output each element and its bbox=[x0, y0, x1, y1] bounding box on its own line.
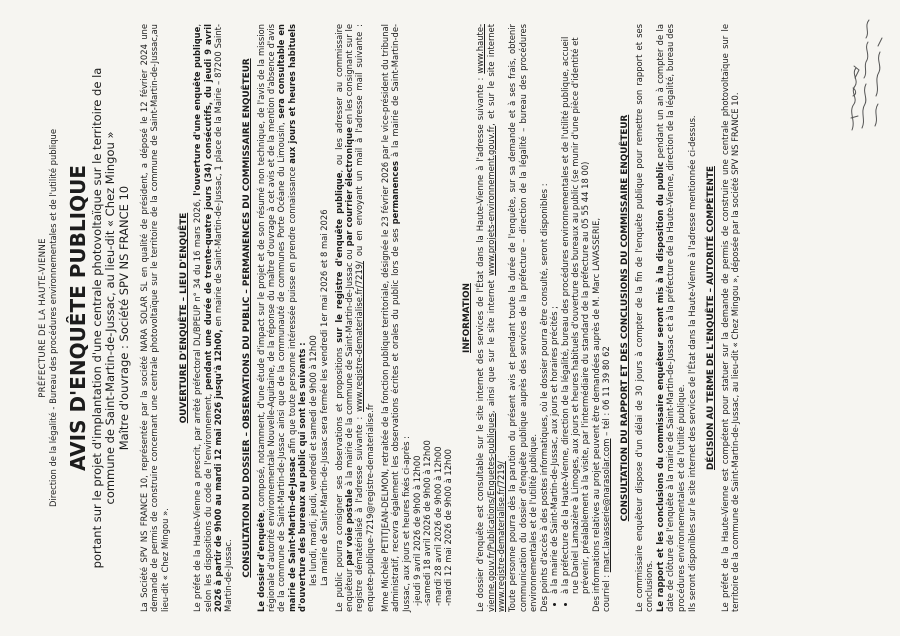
prefecture-link[interactable]: www.haute-vienne.gouv.fr/Publications/Enquetes-publiques bbox=[475, 24, 496, 612]
permanence-date: -mardi 12 mai 2026 de 9h00 à 12h00 bbox=[442, 449, 453, 606]
section-heading-information: INFORMATION bbox=[462, 283, 473, 353]
subtitle-line: Maître d'ouvrage : Société SPV NS FRANCE 10 bbox=[116, 185, 131, 451]
opening-hours: les lundi, mardi, jeudi, vendredi et samedi de 9h00 à 12h00 bbox=[308, 335, 319, 586]
registre-link-2[interactable]: www.registre-dematerialise.fr/7219/ bbox=[496, 461, 506, 612]
decision-paragraph: Le préfet de la Haute-Vienne est compétent pour statuer sur la demande de permis de construire une centrale photovoltaïque sur le territoire de la commune de Saint-Martin-de-Jussac, au lieu-dit « Chez Mingou », déposée par la société SPV NS FRANCE 10. bbox=[719, 24, 740, 612]
subtitle-line: commune de Saint-Martin-de-Jussac, au lieu-dit « Chez Mingou » bbox=[103, 131, 118, 505]
notice-subtitle bbox=[91, 24, 132, 612]
permanence-date: -samedi 18 avril 2026 de 9h00 à 12h00 bbox=[422, 440, 433, 606]
direction-line: Direction de la légalité - Bureau des procédures environnementales et de l'utilité publique bbox=[48, 128, 59, 508]
permanence-dates bbox=[412, 24, 453, 612]
contact-line: Des informations relatives au projet peuvent être demandées auprès de M. Marc LAVASSERIE, bbox=[590, 217, 601, 612]
intro-paragraph: La Société SPV NS FRANCE 10, représentée par la société NARA SOLAR SL en qualité de président, a déposé le 12 février 2024 une demande de permis de construire concernant une centrale photovoltaïque sur le territoire de la commune de Saint-Martin-de-Jussac,au lieu-dit « Chez Mingou ». bbox=[139, 24, 170, 612]
contact-email-link[interactable]: marc.lavasserie@narasolar.com bbox=[600, 438, 611, 573]
consultation-paragraph: Le dossier d'enquête, composé, notamment, d'une étude d'impact sur le projet et de son résumé non technique, de l'avis de la mission régionale d'autorité environnementale Nouvelle-Aquitaine, de la réponse du maître d'ouvrage à cet avis et de la mention d'absence d'avis de la commune de Saint-Martin-de-Jussac ainsi que de la communauté de communes Porte Océane du Limousin, sera consultable en mairie de Saint-Martin-de-Jussac afin que toute personne intéressée puisse en prendre connaissance aux jours et heures habituels d'ouverture des bureaux au public qui sont les suivants : bbox=[255, 23, 307, 612]
information-paragraph: Le dossier d'enquête est consultable sur le site internet des services de l'État dans la Haute-Vienne à l'adresse suivante : www.haute-vienne.gouv.fr/Publications/Enquetes-publiques, ainsi que sur le site internet www.projets-environnement.gouv.fr, et sur le site internet www.registre-dematerialise.fr/7219/ bbox=[475, 24, 506, 612]
closing-notice: La mairie de Saint-Martin-de-Jussac sera fermée les vendredi 1er mai 2026 et 8 mai 2026 bbox=[318, 209, 329, 586]
access-points-list bbox=[549, 24, 590, 612]
subtitle-line: portant sur le projet d'implantation d'une centrale photovoltaïque sur le territoire de la bbox=[89, 67, 104, 569]
section-heading-decision: DÉCISION AU TERME DE L'ENQUÊTE – AUTORITÉ COMPÉTENTE bbox=[706, 166, 717, 470]
projets-environnement-link[interactable]: www.projets-environnement.gouv.fr bbox=[485, 125, 496, 276]
section-heading-consultation: CONSULTATION DU DOSSIER – OBSERVATIONS DU PUBLIC – PERMANENCES DU COMMISSAIRE ENQUÊTEUR bbox=[242, 58, 253, 578]
rapport-online-paragraph: Ils seront disponibles sur le site internet des services de l'État dans la Haute-Vienne à l'adresse mentionnée ci-dessus. bbox=[687, 115, 698, 612]
notice-title: AVIS D'ENQUÊTE PUBLIQUE bbox=[65, 165, 90, 471]
handwritten-posting-annotation bbox=[842, 8, 892, 138]
observations-paragraph: Le public pourra consigner ses observations et propositions sur le registre d'enquête publique, ou les adresser au commissaire enquêteur par voie postale à la mairie de la commune de Saint-Martin-de-Jussac ou par courrier électronique en les consignant sur le registre dématérialisé à l'adresse suivante : www.registre-dematerialise.fr/7219/ ou en envoyant un mail à l'adresse mail suivante : enquete-publique-7219@registre-dematerialise.fr bbox=[333, 24, 375, 612]
permanence-date: -mardi 28 avril 2026 de 9h00 à 12h00 bbox=[432, 446, 443, 606]
permanences-paragraph: Mme Michèle PETITJEAN-DELMON, retraitée de la fonction publique territoriale, désignée le 23 février 2026 par le vice-président du tribunal administratif, recevra également les observations écrites et orales du public lors de ses permanences à la mairie de Saint-Martin-de-Jussac, aux jours et heures fixés ci-après : bbox=[380, 24, 411, 612]
section-heading-rapport: CONSULTATION DU RAPPORT ET DES CONCLUSIONS DU COMMISSAIRE ENQUÊTEUR bbox=[620, 114, 631, 522]
list-item: • à la mairie de Saint-Martin-de-Jussac, aux jours et horaires précités ; bbox=[549, 24, 559, 594]
rapport-delay-paragraph: Le commissaire enquêteur dispose d'un délai de 30 jours à compter de la fin de l'enquête publique pour remettre son rapport et ses conclusions. bbox=[633, 24, 654, 612]
registre-link[interactable]: www.registre-dematerialise.fr/7219/ bbox=[354, 261, 365, 412]
access-points-intro: Des points d'accès à des postes informatiques, où le dossier pourra être consulté, seront disponibles : bbox=[539, 183, 550, 612]
section-heading-ouverture: OUVERTURE D'ENQUÊTE – LIEU D'ENQUÊTE bbox=[178, 212, 189, 424]
prefecture-name: PRÉFECTURE DE LA HAUTE-VIENNE bbox=[38, 238, 48, 398]
notice-page bbox=[26, 20, 900, 616]
rapport-availability-paragraph: Le rapport et les conclusions du commissaire enquêteur seront mis à la disposition du public pendant un an à compter de la date de clôture de l'enquête à la mairie de Saint-Martin-de-Jussac et à la préfecture de la Haute-Vienne, direction de la légalité, bureau des procédures environnementales et de l'utilité publique. bbox=[655, 24, 686, 612]
permanence-date: -jeudi 9 avril 2026 de 9h00 à 12h00 bbox=[411, 455, 422, 606]
communication-paragraph: Toute personne pourra dès la parution du présent avis et pendant toute la durée de l'enquête, sur sa demande et à ses frais, obtenir communication du dossier d'enquête publique auprès des services de la préfecture – direction de la légalité – bureau des procédures environnementales et de l'utilité publique. bbox=[507, 24, 538, 612]
contact-details: courriel : marc.lavasserie@narasolar.com – tél : 06 11 39 80 62 bbox=[600, 346, 611, 612]
ouverture-paragraph: Le préfet de la Haute-Vienne a prescrit, par arrêté préfectoral DL/BPEUP n° 34 du 16 mars 2026, l'ouverture d'une enquête publique, selon les dispositions du code de l'environnement, pendant une durée de trente-quatre jours (34) consécutifs, du jeudi 9 avril 2026 à partir de 9h00 au mardi 12 mai 2026 jusqu'à 12h00, en mairie de Saint-Martin-de-Jussac, 1 place de la Mairie – 87200 Saint-Martin-de-Jussac. bbox=[192, 23, 234, 612]
list-item: • à la préfecture de la Haute-Vienne, direction de la légalité, bureau des procédures environnementales et de l'utilité publique, accueil rue Daniel Lamazière à Limoges, aux jours et heures habituels d'ouverture des bureaux au public (se munir d'une pièce d'identité et prévenir, préalablement à la visite, par l'intermédiaire du standard de la préfecture au 05 55 44 18 00) bbox=[560, 24, 591, 594]
